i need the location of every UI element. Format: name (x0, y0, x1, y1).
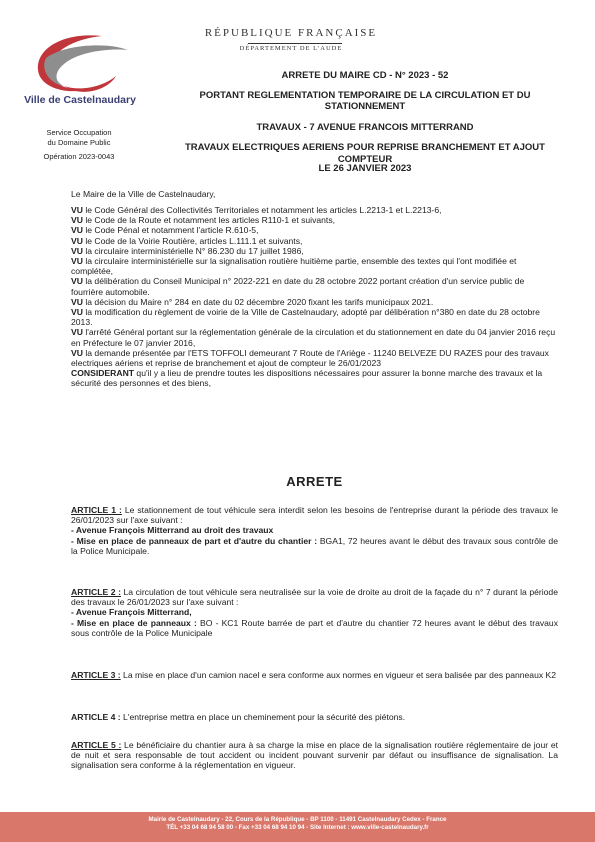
vu-list (71, 205, 558, 389)
considerant-item: CONSIDERANT qu'il y a lieu de prendre toutes les dispositions nécessaires pour assurer la bonne marche des travaux et la sécurité des personnes et des biens, (71, 368, 543, 389)
city-name: Ville de Castelnaudary (24, 94, 136, 106)
city-logo (24, 28, 142, 98)
article-4: ARTICLE 4 : L'entreprise mettra en place un cheminement pour la sécurité des piétons. (71, 712, 406, 722)
article-1-street: - Avenue François Mitterrand au droit des travaux (71, 525, 274, 536)
decree-subject-line-2: STATIONNEMENT (324, 101, 406, 112)
vu-item: VU la circulaire interministérielle N° 86.230 du 17 juillet 1986, (71, 245, 304, 256)
works-description: TRAVAUX ELECTRIQUES AERIENS POUR REPRISE BRANCHEMENT ET AJOUT COMPTEUR (185, 142, 545, 165)
article-3: ARTICLE 3 : La mise en place d'un camion nacel e sera conforme aux normes en vigueur et sera balisée par des panneaux K2 (71, 670, 557, 680)
logo-red-tail (64, 76, 116, 92)
republic-divider (248, 43, 342, 44)
vu-item: VU le Code de la Voirie Routière, articles L.111.1 et suivants, (71, 235, 303, 246)
vu-item: VU l'arrêté Général portant sur la réglementation générale de la circulation et du stationnement en date du 04 janvier 2016 reçu en Préfecture le 07 janvier 2016, (71, 327, 556, 348)
footer-address: Mairie de Castelnaudary - 22, Cours de la République - BP 1100 - 11491 Castelnaudary Cedex - France (148, 816, 447, 823)
service-block (24, 128, 134, 162)
footer-contact: TÉL +33 04 68 94 58 00 - Fax +33 04 68 94 10 94 - Site Internet : www.ville-castelnaudary.fr (166, 824, 429, 831)
article-2-street: - Avenue François Mitterrand, (71, 607, 192, 618)
service-line-2: du Domaine Public (47, 137, 111, 147)
department-heading: DÉPARTEMENT DE L'AUDE (239, 45, 343, 52)
vu-item: VU la délibération du Conseil Municipal n° 2022-221 en date du 28 octobre 2022 portant création d'un service public de fourrière automobile. (71, 276, 525, 297)
arrete-heading: ARRETE (286, 474, 343, 489)
vu-item: VU le Code Général des Collectivités Territoriales et notamment les articles L.2213-1 et L.2213-6, (71, 205, 442, 215)
article-5: ARTICLE 5 : Le bénéficiaire du chantier aura à sa charge la mise en place de la signalisation routière réglementaire de jour et de nuit et sera responsable de tout accident ou incident pouvant survenir par défaut ou insuffisance de signalisation. La signalisation sera conforme à la réglementation en vigueur. (71, 740, 558, 771)
article-4-label: ARTICLE 4 : (71, 712, 121, 722)
article-1-label: ARTICLE 1 : (71, 505, 122, 515)
article-5-label: ARTICLE 5 : (71, 740, 122, 750)
service-line-1: Service Occupation (46, 128, 112, 137)
vu-item: VU la circulaire interministérielle sur la signalisation routière huitième partie, ensemble des textes qui l'ont modifiée et complétée, (71, 256, 517, 277)
decree-number: ARRETE DU MAIRE CD - N° 2023 - 52 (281, 70, 449, 81)
footer-band (0, 812, 595, 842)
works-location: TRAVAUX - 7 AVENUE FRANCOIS MITTERRAND (256, 122, 474, 133)
vu-item: VU la décision du Maire n° 284 en date du 02 décembre 2020 fixant les tarifs municipaux 2021. (71, 296, 434, 307)
article-1: ARTICLE 1 : Le stationnement de tout véhicule sera interdit selon les besoins de l'entreprise durant la période des travaux le 26/01/2023 sur l'axe suivant : - Avenue François Mitterrand au droit des travaux - Mise en place de panneaux de part et d'autre du chantier : BGA1, 72 heures avant le début des travaux sous contrôle de la Police Municipale. (71, 505, 558, 556)
vu-item: VU le Code Pénal et notamment l'article R.610-5, (71, 225, 259, 236)
decree-subject-line-1: PORTANT REGLEMENTATION TEMPORAIRE DE LA CIRCULATION ET DU (199, 90, 531, 101)
operation-number: Opération 2023-0043 (43, 152, 115, 161)
article-2: ARTICLE 2 : La circulation de tout véhicule sera neutralisée sur la voie de droite au droit de la façade du n° 7 durant la période des travaux le 26/01/2023 sur l'axe suivant : - Avenue François Mitterrand, - Mise en place de panneaux : BO - KC1 Route barrée de part et d'autre du chantier 72 heures avant le début des travaux sous contrôle de la Police Municipale (71, 587, 558, 638)
republic-heading: RÉPUBLIQUE FRANÇAISE (204, 27, 378, 39)
vu-item: VU la modification du règlement de voirie de la Ville de Castelnaudary, adopté par délibération n°380 en date du 28 octobre 2013. (71, 307, 540, 328)
article-2-label: ARTICLE 2 : (71, 587, 121, 597)
article-3-label: ARTICLE 3 : (71, 670, 121, 680)
vu-item: VU le Code de la Route et notamment les articles R110-1 et suivants, (71, 215, 336, 226)
vu-item: VU la demande présentée par l'ETS TOFFOLI demeurant 7 Route de l'Ariège - 11240 BELVEZE DU RAZES pour des travaux electriques aériens et reprise de branchement et ajout de compteur le 26/01/2023 (71, 347, 549, 369)
mayor-line: Le Maire de la Ville de Castelnaudary, (71, 189, 216, 199)
works-date: LE 26 JANVIER 2023 (318, 163, 412, 174)
